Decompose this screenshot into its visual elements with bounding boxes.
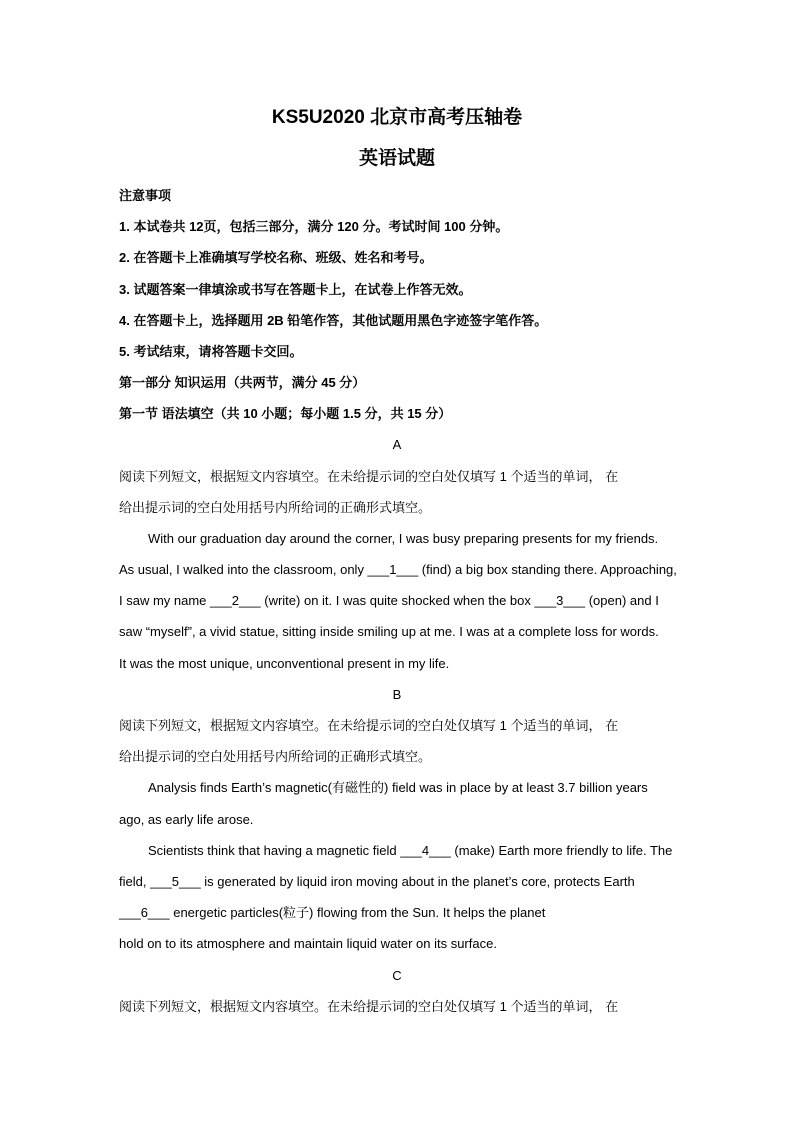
passage-label: A [392, 437, 402, 452]
passage-text-line: Analysis finds Earth’s magnetic(有磁性的) field was in place by at least 3.7 billion years [148, 780, 648, 795]
section-heading: 第一节 语法填空（共 10 小题；每小题 1.5 分，共 15 分） [119, 406, 452, 421]
passage-text-line: ago, as early life arose. [119, 812, 254, 827]
passage-instructions: 阅读下列短文，根据短文内容填空。在未给提示词的空白处仅填写 1 个适当的单词， 在 [119, 718, 619, 733]
passage-text-line: saw “myself”, a vivid statue, sitting inside smiling up at me. I was at a complete loss for words. [119, 624, 659, 639]
passage-instructions: 阅读下列短文，根据短文内容填空。在未给提示词的空白处仅填写 1 个适当的单词， 在 [119, 999, 619, 1014]
notice-item: 4. 在答题卡上，选择题用 2B 铅笔作答，其他试题用黑色字迹签字笔作答。 [119, 313, 548, 328]
passage-text-line: ___6___ energetic particles(粒子) flowing from the Sun. It helps the planet [119, 905, 546, 920]
exam-title: KS5U2020 北京市高考压轴卷 [271, 107, 523, 128]
notice-heading: 注意事项 [119, 188, 172, 203]
notice-item: 5. 考试结束，请将答题卡交回。 [119, 344, 303, 359]
notice-item: 3. 试题答案一律填涂或书写在答题卡上，在试卷上作答无效。 [119, 282, 472, 297]
part-heading: 第一部分 知识运用（共两节，满分 45 分） [119, 375, 366, 390]
passage-text-line: hold on to its atmosphere and maintain liquid water on its surface. [119, 936, 497, 951]
passage-text-line: It was the most unique, unconventional present in my life. [119, 656, 450, 671]
passage-label: B [392, 687, 402, 702]
notice-item: 2. 在答题卡上准确填写学校名称、班级、姓名和考号。 [119, 250, 433, 265]
passage-text-line: As usual, I walked into the classroom, only ___1___ (find) a big box standing there. Approaching, [119, 562, 677, 577]
passage-text-line: field, ___5___ is generated by liquid iron moving about in the planet’s core, protects Earth [119, 874, 635, 889]
passage-text-line: I saw my name ___2___ (write) on it. I was quite shocked when the box ___3___ (open) and I [119, 593, 659, 608]
passage-label: C [392, 968, 402, 983]
exam-subtitle: 英语试题 [358, 148, 435, 169]
notice-item: 1. 本试卷共 12页，包括三部分，满分 120 分。考试时间 100 分钟。 [119, 219, 509, 234]
passage-instructions: 给出提示词的空白处用括号内所给词的正确形式填空。 [119, 500, 432, 515]
passage-text-line: Scientists think that having a magnetic field ___4___ (make) Earth more friendly to life. The [148, 843, 673, 858]
passage-instructions: 给出提示词的空白处用括号内所给词的正确形式填空。 [119, 749, 432, 764]
passage-text-line: With our graduation day around the corner, I was busy preparing presents for my friends. [148, 531, 659, 546]
passage-instructions: 阅读下列短文，根据短文内容填空。在未给提示词的空白处仅填写 1 个适当的单词， 在 [119, 469, 619, 484]
